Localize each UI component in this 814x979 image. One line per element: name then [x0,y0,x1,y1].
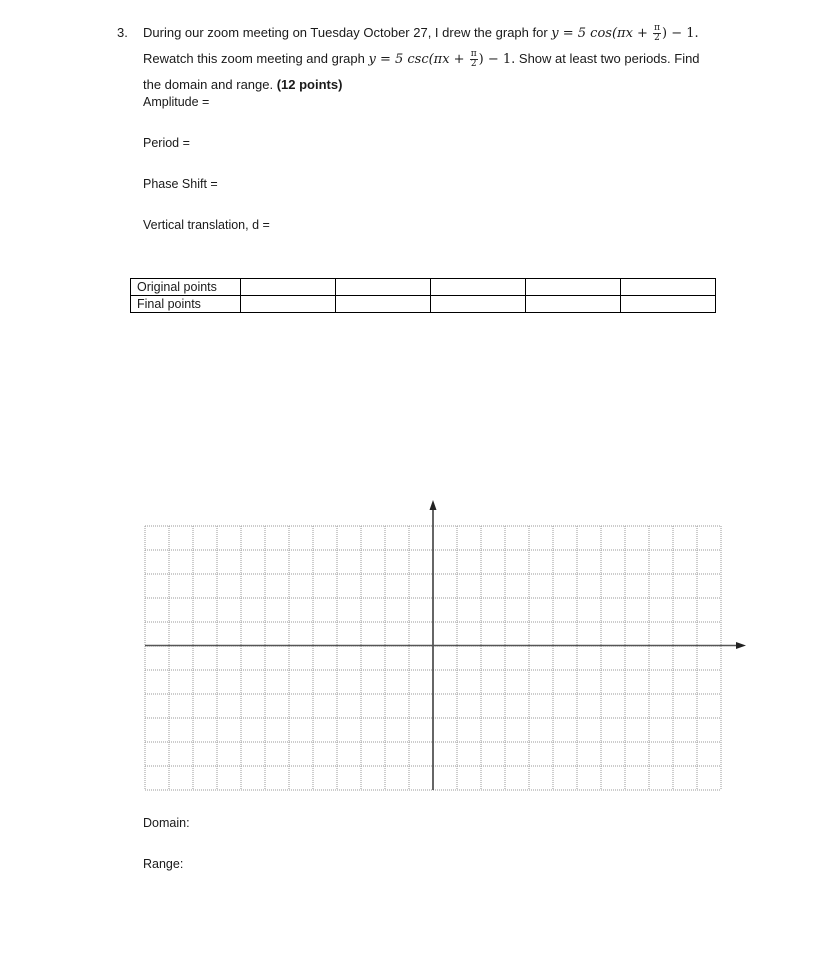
eq2-tail: ) − 1. [478,52,516,67]
line2-suffix: Show at least two periods. Find [515,51,700,66]
final-points-label: Final points [131,296,241,313]
eq1-frac-den: 2 [654,33,660,43]
y-axis-arrow-icon [430,500,437,510]
line3-text: the domain and range. [143,77,277,92]
vertical-translation-label: Vertical translation, d = [143,218,270,232]
range-label: Range: [143,857,184,871]
eq1-lhs: y = 5 cos(πx + [551,26,653,41]
eq2-lhs: y = 5 csc(πx + [368,52,469,67]
eq2-frac-den: 2 [470,59,477,69]
eq2-frac-num: π [470,49,477,59]
domain-label: Domain: [143,816,190,830]
line2-prefix: Rewatch this zoom meeting and graph [143,51,369,66]
phase-shift-label: Phase Shift = [143,177,218,191]
eq1-tail: ) − 1. [662,26,699,41]
original-points-label: Original points [131,279,241,296]
line1-prefix: During our zoom meeting on Tuesday October 27, I drew the graph for [143,25,552,40]
x-axis-arrow-icon [736,642,746,649]
eq1-frac-num: π [654,23,660,33]
amplitude-label: Amplitude = [143,95,210,109]
period-label: Period = [143,136,190,150]
points-value: (12 points) [276,77,343,92]
question-number: 3. [117,25,128,40]
